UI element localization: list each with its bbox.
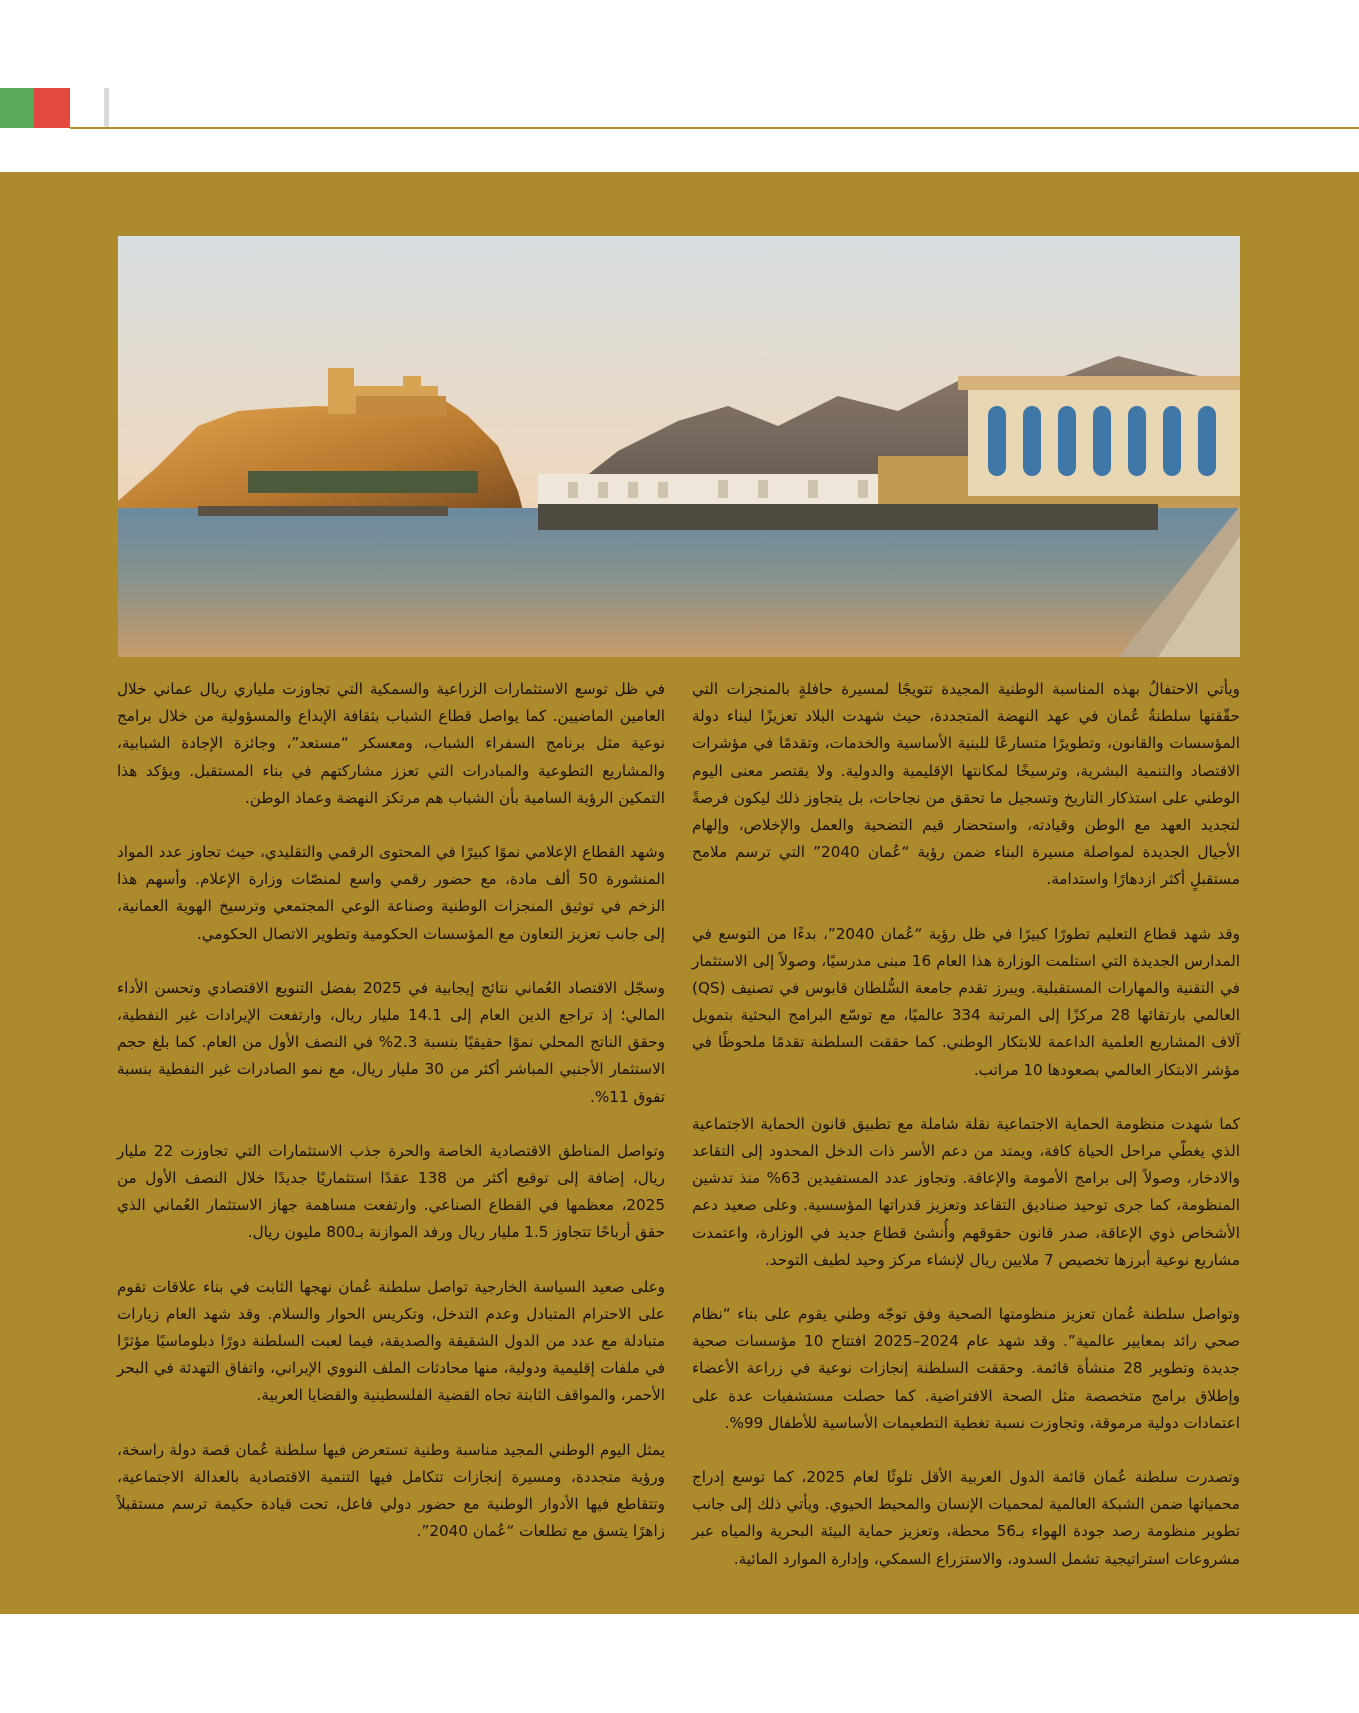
flag-red-stripe bbox=[34, 88, 70, 128]
paragraph: يمثل اليوم الوطني المجيد مناسبة وطنية تستعرض فيها سلطنة عُمان قصة دولة راسخة، ورؤية متجددة، ومسيرة إنجازات تتكامل فيها التنمية الاقتصادية بالعدالة الاجتماعية، وتتقاطع فيها الأدوار الوطنية مع حضور دولي فاعل، تحت قيادة حكيمة ترسم مستقبلاً زاهرًا يتسق مع تطلعات “عُمان 2040”. bbox=[117, 1440, 665, 1541]
paragraph: وتواصل سلطنة عُمان تعزيز منظومتها الصحية وفق توجّه وطني يقوم على بناء “نظام صحي رائد بمعايير عالمية”. وقد شهد عام 2024–2025 افتتاح 10 مؤسسات صحية جديدة وتطوير 28 منشأة قائمة. وحققت السلطنة إنجازات نوعية في زراعة الأعضاء وإطلاق برامج متخصصة مثل الصحة الافتراضية. كما حصلت مستشفيات عدة على اعتمادات دولية مرموقة، وتجاوزت نسبة تغطية التطعيمات الأساسية للأطفال 99%. bbox=[692, 1305, 1241, 1432]
paragraph: ويأتي الاحتفالُ بهذه المناسبة الوطنية المجيدة تتويجًا لمسيرة حافلةٍ بالمنجزات التي حقّقتها سلطنةُ عُمان في عهد النهضة المتجددة، حيث شهدت البلاد تعزيزًا لبناء دولة المؤسسات والقانون، وتطويرًا متسارعًا للبنية الأساسية والخدمات، وتقدمًا في مؤشرات الاقتصاد والتنمية البشرية، وترسيخًا لمكانتها الإقليمية والدولية. ولا يقتصر معنى اليوم الوطني على استذكار التاريخ وتسجيل ما تحقق من نجاحات، بل يتجاوز ذلك ليكون فرصةً لتجديد العهد مع الوطن وقيادته، واستحضار قيم التضحية والعمل والإخلاص، وإلهام الأجيال الجديدة لمواصلة مسيرة البناء ضمن رؤية “عُمان 2040” التي ترسم ملامح مستقبلٍ أكثر ازدهارًا واستدامة. bbox=[692, 680, 1240, 889]
paragraph: وتصدرت سلطنة عُمان قائمة الدول العربية الأقل تلوثًا لعام 2025، كما توسع إدراج محمياتها ضمن الشبكة العالمية لمحميات الإنسان والمحيط الحيوي. ويأتي ذلك إلى جانب تطوير منظومة رصد جودة الهواء بـ56 محطة، وتعزيز حماية البيئة البحرية والمياه عبر مشروعات استراتيجية تشمل السدود، والاستزراع السمكي، وإدارة الموارد المائية. bbox=[692, 1468, 1241, 1568]
paragraph: في ظل توسع الاستثمارات الزراعية والسمكية التي تجاوزت ملياري ريال عماني خلال العامين الماضيين. كما يواصل قطاع الشباب بثقافة الإبداع والمسؤولية من خلال برامج نوعية مثل برنامج السفراء الشباب، ومعسكر “مستعد”، وجائزة الإجادة الشبابية، والمشاريع التطوعية والمبادرات التي تعزز مشاركتهم في بناء المستقبل. ويؤكد هذا التمكين الرؤية السامية بأن الشباب هم مرتكز النهضة وعماد الوطن. bbox=[117, 680, 665, 807]
flag-green-stripe bbox=[0, 88, 34, 128]
paragraph: وقد شهد قطاع التعليم تطورًا كبيرًا في ظل رؤية “عُمان 2040”، بدءًا من التوسع في المدارس الجديدة التي استلمت الوزارة هذا العام 16 مبنى مدرسيًا، وصولاً إلى الاستثمار في التقنية والمهارات المستقبلية. ويبرز تقدم جامعة السُّلطان قابوس في تصنيف (QS) العالمي بارتقائها 28 مركزًا إلى المرتبة 334 عالميًا، مع توسّع البرامج البحثية بتمويل آلاف المشاريع العلمية الداعمة للابتكار الوطني. كما حققت السلطنة تقدمًا ملحوظًا في مؤشر الابتكار العالمي بصعودها 10 مراتب. bbox=[692, 924, 1241, 1079]
paragraph: وتواصل المناطق الاقتصادية الخاصة والحرة جذب الاستثمارات التي تجاوزت 22 مليار ريال، إضافة إلى توقيع أكثر من 138 عقدًا استثماريًا جديدًا خلال النصف الأول من 2025، معظمها في القطاع الصناعي. وارتفعت مساهمة جهاز الاستثمار العُماني الذي حقق أرباحًا تتجاوز 1.5 مليار ريال ورفد الموازنة بـ800 مليون ريال. bbox=[117, 1141, 665, 1242]
header-rule bbox=[70, 127, 1359, 129]
muscat-harbour-photo bbox=[118, 236, 1240, 657]
paragraph: وعلى صعيد السياسة الخارجية تواصل سلطنة عُمان نهجها الثابت في بناء علاقات تقوم على الاحترام المتبادل وعدم التدخل، وتكريس الحوار والسلام. وقد شهد العام زيارات متبادلة مع عدد من الدول الشقيقة والصديقة، فيما لعبت السلطنة دورًا دبلوماسيًا مؤثرًا في ملفات إقليمية ودولية، منها محادثات الملف النووي الإيراني، واتفاق التهدئة في البحر الأحمر، والمواقف الثابتة تجاه القضية الفلسطينية والقضايا العربية. bbox=[117, 1277, 665, 1405]
paragraph: كما شهدت منظومة الحماية الاجتماعية نقلة شاملة مع تطبيق قانون الحماية الاجتماعية الذي يغطّي مراحل الحياة كافة، ويمتد من دعم الأسر ذات الدخل المحدود إلى التقاعد والادخار، وصولاً إلى برامج الأمومة والإعاقة. وتجاوز عدد المستفيدين 63% منذ تدشين المنظومة، كما جرى توحيد صناديق التقاعد وتعزيز قدراتها المؤسسية. وعلى صعيد دعم الأشخاص ذوي الإعاقة، صدر قانون حقوقهم وأُنشئ قطاع جديد في الوزارة، واعتمدت مشاريع نوعية أبرزها تخصيص 7 ملايين ريال لإنشاء مركز وحيد لطيف التوحد. bbox=[692, 1114, 1240, 1269]
article-column-right bbox=[692, 676, 1240, 1600]
article-column-left bbox=[117, 676, 665, 1572]
paragraph: وشهد القطاع الإعلامي نموًا كبيرًا في المحتوى الرقمي والتقليدي، حيث تجاوز عدد المواد المنشورة 50 ألف مادة، مع حضور رقمي واسع لمنصّات وزارة الإعلام. وأسهم هذا الزخم في توثيق المنجزات الوطنية وصناعة الوعي المجتمعي وترسيخ الهوية العمانية، إلى جانب تعزيز التعاون مع المؤسسات الحكومية وتطوير الاتصال الحكومي. bbox=[117, 843, 665, 943]
paragraph: وسجّل الاقتصاد العُماني نتائج إيجابية في 2025 بفضل التنويع الاقتصادي وتحسن الأداء المالي؛ إذ تراجع الدين العام إلى 14.1 مليار ريال، وارتفعت الإيرادات غير النفطية، وحقق الناتج المحلي نموًا حقيقيًا بنسبة 2.3% في النصف الأول من العام. كما بلغ حجم الاستثمار الأجنبي المباشر أكثر من 30 مليار ريال، مع نمو الصادرات غير النفطية بنسبة تفوق 11%. bbox=[117, 978, 665, 1106]
header-divider-mark bbox=[104, 88, 109, 128]
